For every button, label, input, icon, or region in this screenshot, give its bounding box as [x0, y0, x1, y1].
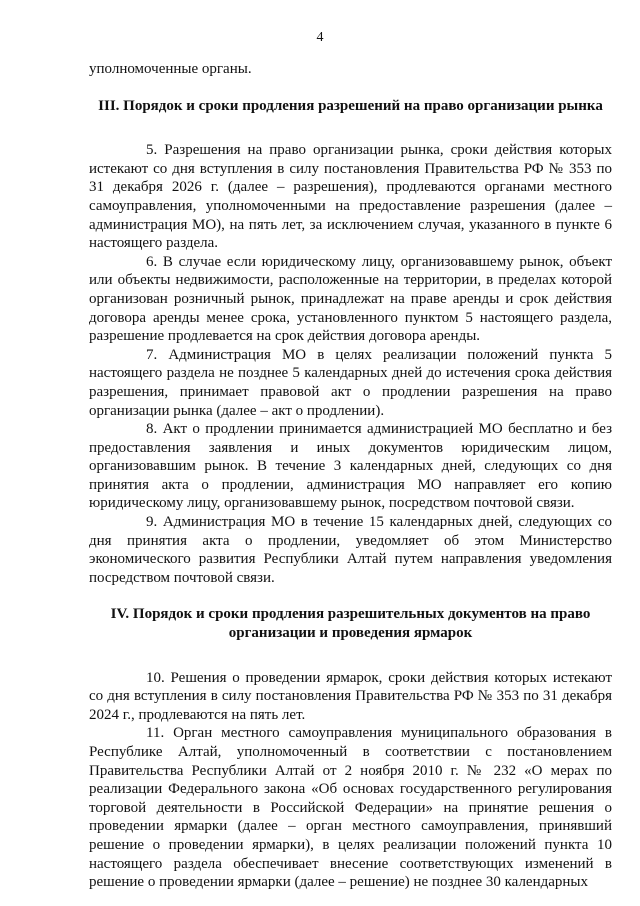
section-4-title-line-2: организации и проведения ярмарок: [228, 625, 473, 642]
section-4-title: [89, 605, 612, 642]
paragraph-10: 10. Решения о проведении ярмарок, сроки действия которых истекают со дня вступления в силу постановления Правительства РФ № 353 по 31 декабря 2024 г., продлеваются на пять лет.: [89, 669, 612, 723]
paragraph-11: 11. Орган местного самоуправления муниципального образования в Республике Алтай, уполномоченный в соответствии с постановлением Правительства Республики Алтай от 2 ноября 2010 г. № 232 «О мерах по реализации Федерального закона «Об основах государственного регулирования торговой деятельности в Российской Федерации» на принятие решения о проведении ярмарки (далее – орган местного самоуправления, принявший решение о проведении ярмарки), в целях реализации положений пункта 10 настоящего раздела обеспечивает внесение соответствующих изменений в решение о проведении ярмарки (далее – решение) не позднее 30 календарных: [89, 725, 612, 891]
paragraph-6: 6. В случае если юридическому лицу, организовавшему рынок, объект или объекты недвижимости, расположенные на территории, в пределах которой организован розничный рынок, принадлежат на праве аренды и срок действия договора аренды менее срока, установленного пунктом 5 настоящего раздела, разрешение продлевается на срок действия договора аренды.: [89, 253, 612, 345]
section-4-title-line-1: IV. Порядок и сроки продления разрешительных документов на право: [110, 606, 591, 623]
paragraph-9: 9. Администрация МО в течение 15 календарных дней, следующих со дня принятия акта о продлении, уведомляет об этом Министерство экономического развития Республики Алтай путем направления уведомления посредством почтовой связи.: [89, 514, 612, 586]
section-3-title: III. Порядок и сроки продления разрешений на право организации рынка: [98, 97, 603, 114]
paragraph-5: 5. Разрешения на право организации рынка, сроки действия которых истекают со дня вступления в силу постановления Правительства РФ № 353 по 31 декабря 2026 г. (далее – разрешения), продлеваются органами местного самоуправления, уполномоченными на предоставление разрешения (далее – администрация МО), на пять лет, за исключением случая, указанного в пункте 6 настоящего раздела.: [89, 142, 612, 252]
document-body: [89, 60, 612, 892]
paragraph-8: 8. Акт о продлении принимается администрацией МО бесплатно и без предоставления заявления и иных документов юридическим лицом, организовавшим рынок. В течение 3 календарных дней, следующих со дня принятия акта о продлении, администрация МО направляет его копию юридическому лицу, организовавшему рынок, посредством почтовой связи.: [89, 421, 612, 512]
intro-line: уполномоченные органы.: [89, 61, 252, 77]
paragraph-7: 7. Администрация МО в целях реализации положений пункта 5 настоящего раздела не позднее 5 календарных дней до истечения срока действия разрешения, принимает правовой акт о продлении разрешения на право организации рынка (далее – акт о продлении).: [89, 346, 612, 419]
page-number: 4: [316, 30, 324, 45]
